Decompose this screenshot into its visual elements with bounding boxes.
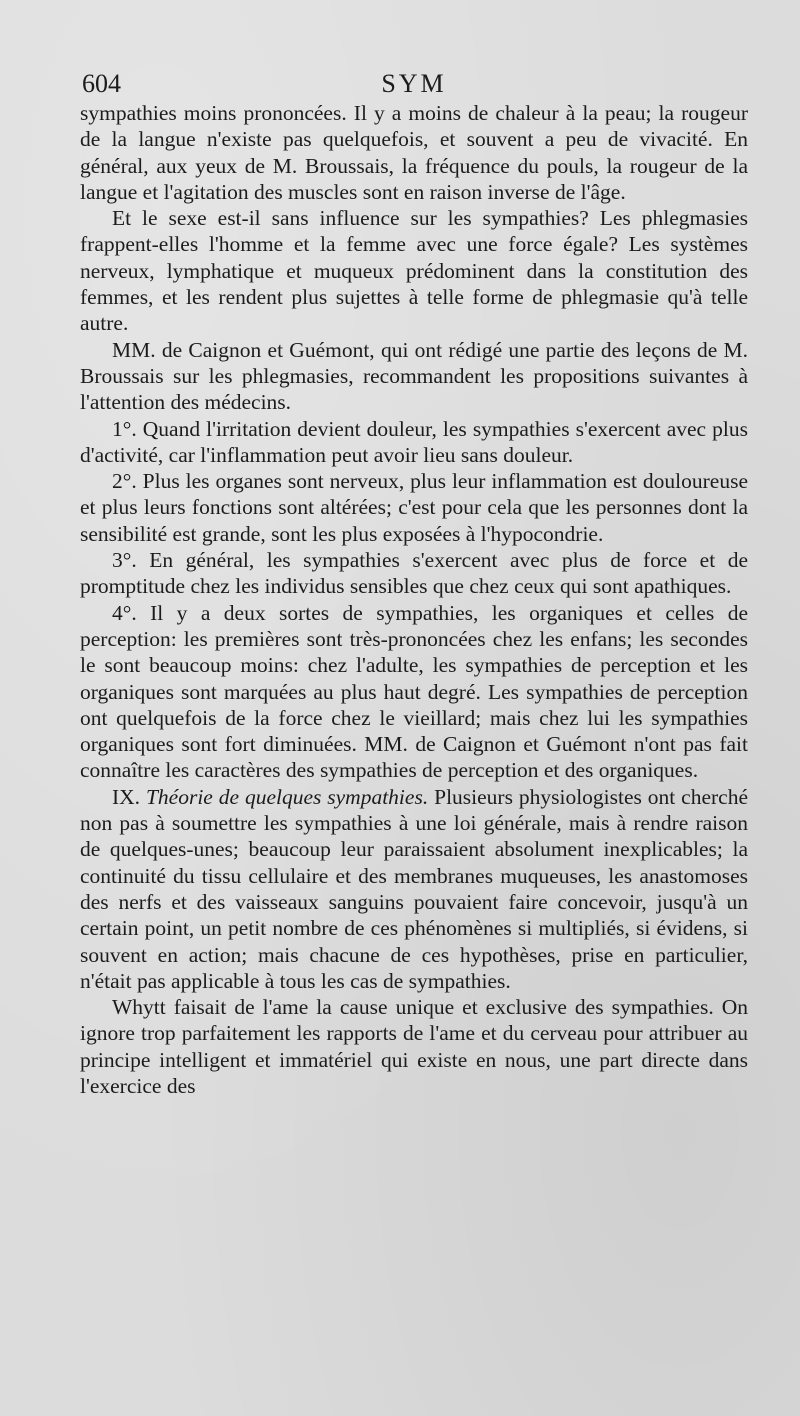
paragraph: MM. de Caignon et Guémont, qui ont rédigé une partie des leçons de M. Broussais sur les phlegmasies, recommandent les propositions suivantes à l'attention des médecins. — [80, 337, 748, 415]
paragraph: Whytt faisait de l'ame la cause unique et exclusive des sympathies. On ignore trop parfaitement les rapports de l'ame et du cerveau pour attribuer au principe intelligent et immatériel qui existe en nous, une part directe dans l'exercice des — [80, 995, 748, 1098]
paragraph: Et le sexe est-il sans influence sur les sympathies? Les phlegmasies frappent-elles l'homme et la femme avec une force égale? Les systèmes nerveux, lymphatique et muqueux prédominent dans la constitution des femmes, et les rendent plus sujettes à telle forme de phlegmasie qu'à telle autre. — [80, 206, 748, 336]
page-header — [80, 68, 748, 100]
body-text — [80, 100, 748, 1099]
running-head: SYM — [381, 69, 447, 98]
paragraph: 4°. Il y a deux sortes de sympathies, les organiques et celles de perception: les premières sont très-prononcées chez les enfans; les secondes le sont beaucoup moins: chez l'adulte, les sympathies de perception et les organiques sont marquées au plus haut degré. Les sympathies de perception ont quelquefois de la force chez le vieillard; mais chez lui les sympathies organiques sont fort diminuées. MM. de Caignon et Guémont n'ont pas fait connaître les caractères des sympathies de perception et des organiques. — [80, 600, 748, 783]
section-text: Plusieurs physiologistes ont cherché non pas à soumettre les sympathies à une loi générale, mais à rendre raison de quelques-unes; beaucoup leur paraissaient absolument inexplicables; la continuité du tissu cellulaire et des membranes muqueuses, les anastomoses des nerfs et des vaisseaux sanguins pouvaient faire concevoir, jusqu'à un certain point, un petit nombre de ces phénomènes si multipliés, si évidens, si souvent en action; mais chacune de ces hypothèses, prise en particulier, n'était pas applicable à tous les cas de sympathies. — [80, 784, 748, 993]
paragraph: sympathies moins prononcées. Il y a moins de chaleur à la peau; la rougeur de la langue n'existe pas quelquefois, et souvent a peu de vivacité. En général, aux yeux de M. Broussais, la fréquence du pouls, la rougeur de la langue et l'agitation des muscles sont en raison inverse de l'âge. — [80, 101, 748, 204]
page-number: 604 — [82, 69, 121, 98]
section-paragraph — [80, 784, 748, 994]
paragraph: 2°. Plus les organes sont nerveux, plus leur inflammation est douloureuse et plus leurs fonctions sont altérées; c'est pour cela que les personnes dont la sensibilité est grande, sont les plus exposées à l'hypocondrie. — [80, 469, 748, 546]
paragraph: 3°. En général, les sympathies s'exercent avec plus de force et de promptitude chez les individus sensibles que chez ceux qui sont apathiques. — [80, 548, 748, 599]
paragraph: 1°. Quand l'irritation devient douleur, les sympathies s'exercent avec plus d'activité, car l'inflammation peut avoir lieu sans douleur. — [80, 416, 748, 467]
book-page — [80, 68, 748, 1099]
section-title: Théorie de quelques sympathies. — [145, 784, 429, 809]
section-number: IX. — [112, 784, 141, 809]
